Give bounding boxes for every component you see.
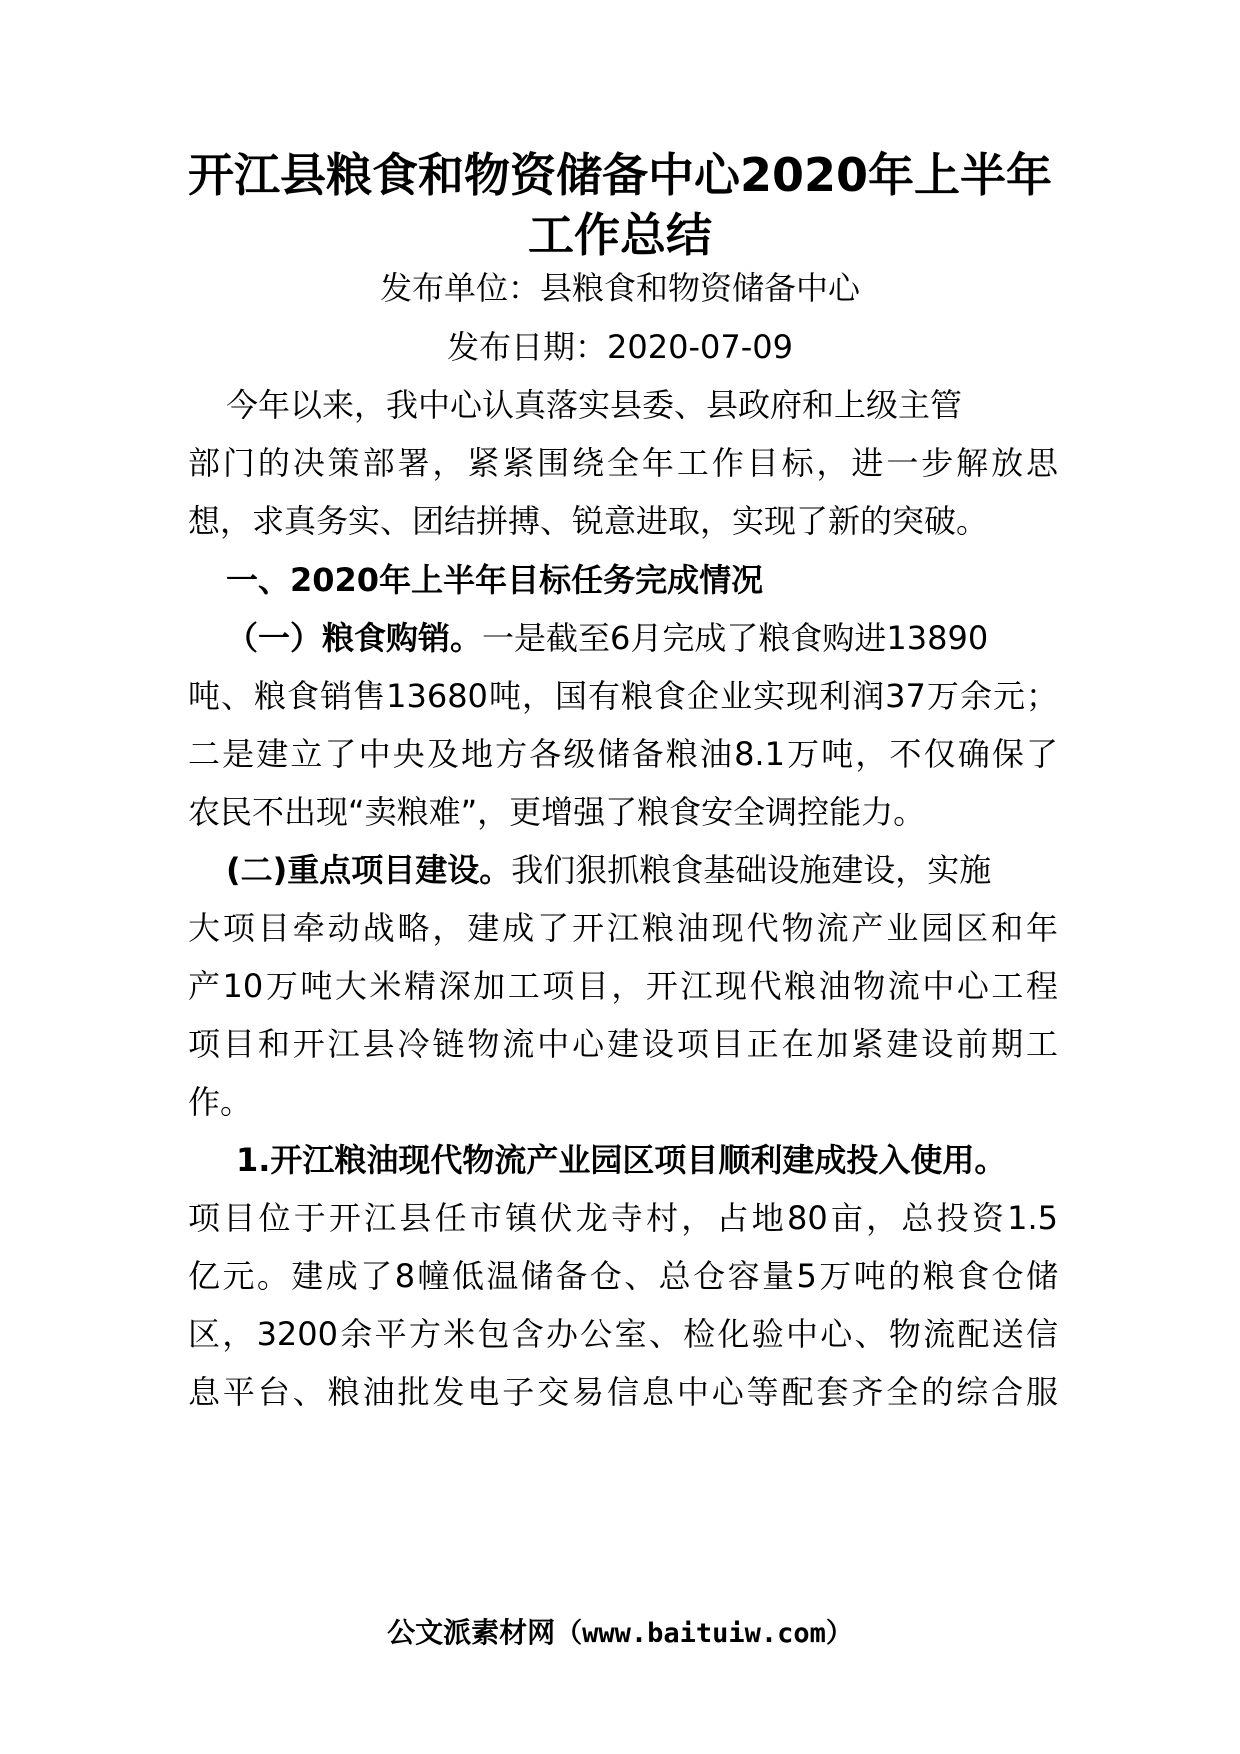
item2-line-5: 作。 — [188, 1083, 253, 1121]
intro-line-1: 今年以来，我中心认真落实县委、县政府和上级主管 — [226, 386, 963, 424]
page-footer — [120, 1615, 1120, 1652]
footer-site-url: （www.baituiw.com） — [555, 1618, 853, 1649]
publisher-line: 发布单位：县粮食和物资储备中心 — [379, 269, 860, 307]
item2-first-line — [226, 850, 992, 890]
document-title-line-1: 开江县粮食和物资储备中心2020年上半年 — [187, 148, 1053, 202]
item1-first-text: 一是截至6月完成了粮食购进13890 — [482, 619, 989, 657]
item2-first-text: 我们狠抓粮食基础设施建设，实施 — [511, 851, 992, 889]
intro-line-2: 部门的决策部署，紧紧围绕全年工作目标，进一步解放思 — [188, 444, 1058, 482]
item1-line-2: 吨、粮食销售13680吨，国有粮食企业实现利润37万余元； — [188, 677, 1058, 715]
item2-line-2: 大项目牵动战略，建成了开江粮油现代物流产业园区和年 — [188, 909, 1058, 947]
section-heading: 一、2020年上半年目标任务完成情况 — [226, 561, 764, 599]
footer-site-name: 公文派素材网 — [387, 1616, 556, 1649]
item2-label: (二)重点项目建设。 — [226, 851, 512, 889]
item2-line-4: 项目和开江县冷链物流中心建设项目正在加紧建设前期工 — [188, 1025, 1058, 1063]
item1-label: （一）粮食购销。 — [226, 619, 483, 657]
item3-line-4: 区，3200余平方米包含办公室、检化验中心、物流配送信 — [188, 1315, 1058, 1353]
item1-first-line — [226, 618, 989, 658]
document-title-line-2: 工作总结 — [528, 208, 712, 262]
item3-line-2: 项目位于开江县任市镇伏龙寺村，占地80亩，总投资1.5 — [188, 1199, 1058, 1237]
item3-heading: 1.开江粮油现代物流产业园区项目顺利建成投入使用。 — [236, 1141, 1007, 1179]
item1-line-3: 二是建立了中央及地方各级储备粮油8.1万吨，不仅确保了 — [188, 735, 1058, 773]
item2-line-3: 产10万吨大米精深加工项目，开江现代粮油物流中心工程 — [188, 967, 1058, 1005]
item3-line-3: 亿元。建成了8幢低温储备仓、总仓容量5万吨的粮食仓储 — [188, 1257, 1058, 1295]
publish-date-line: 发布日期：2020-07-09 — [447, 328, 793, 366]
item1-line-4: 农民不出现“卖粮难”，更增强了粮食安全调控能力。 — [188, 793, 926, 831]
item3-line-5: 息平台、粮油批发电子交易信息中心等配套齐全的综合服 — [188, 1373, 1058, 1411]
intro-line-3: 想，求真务实、团结拼搏、锐意进取，实现了新的突破。 — [188, 502, 989, 540]
